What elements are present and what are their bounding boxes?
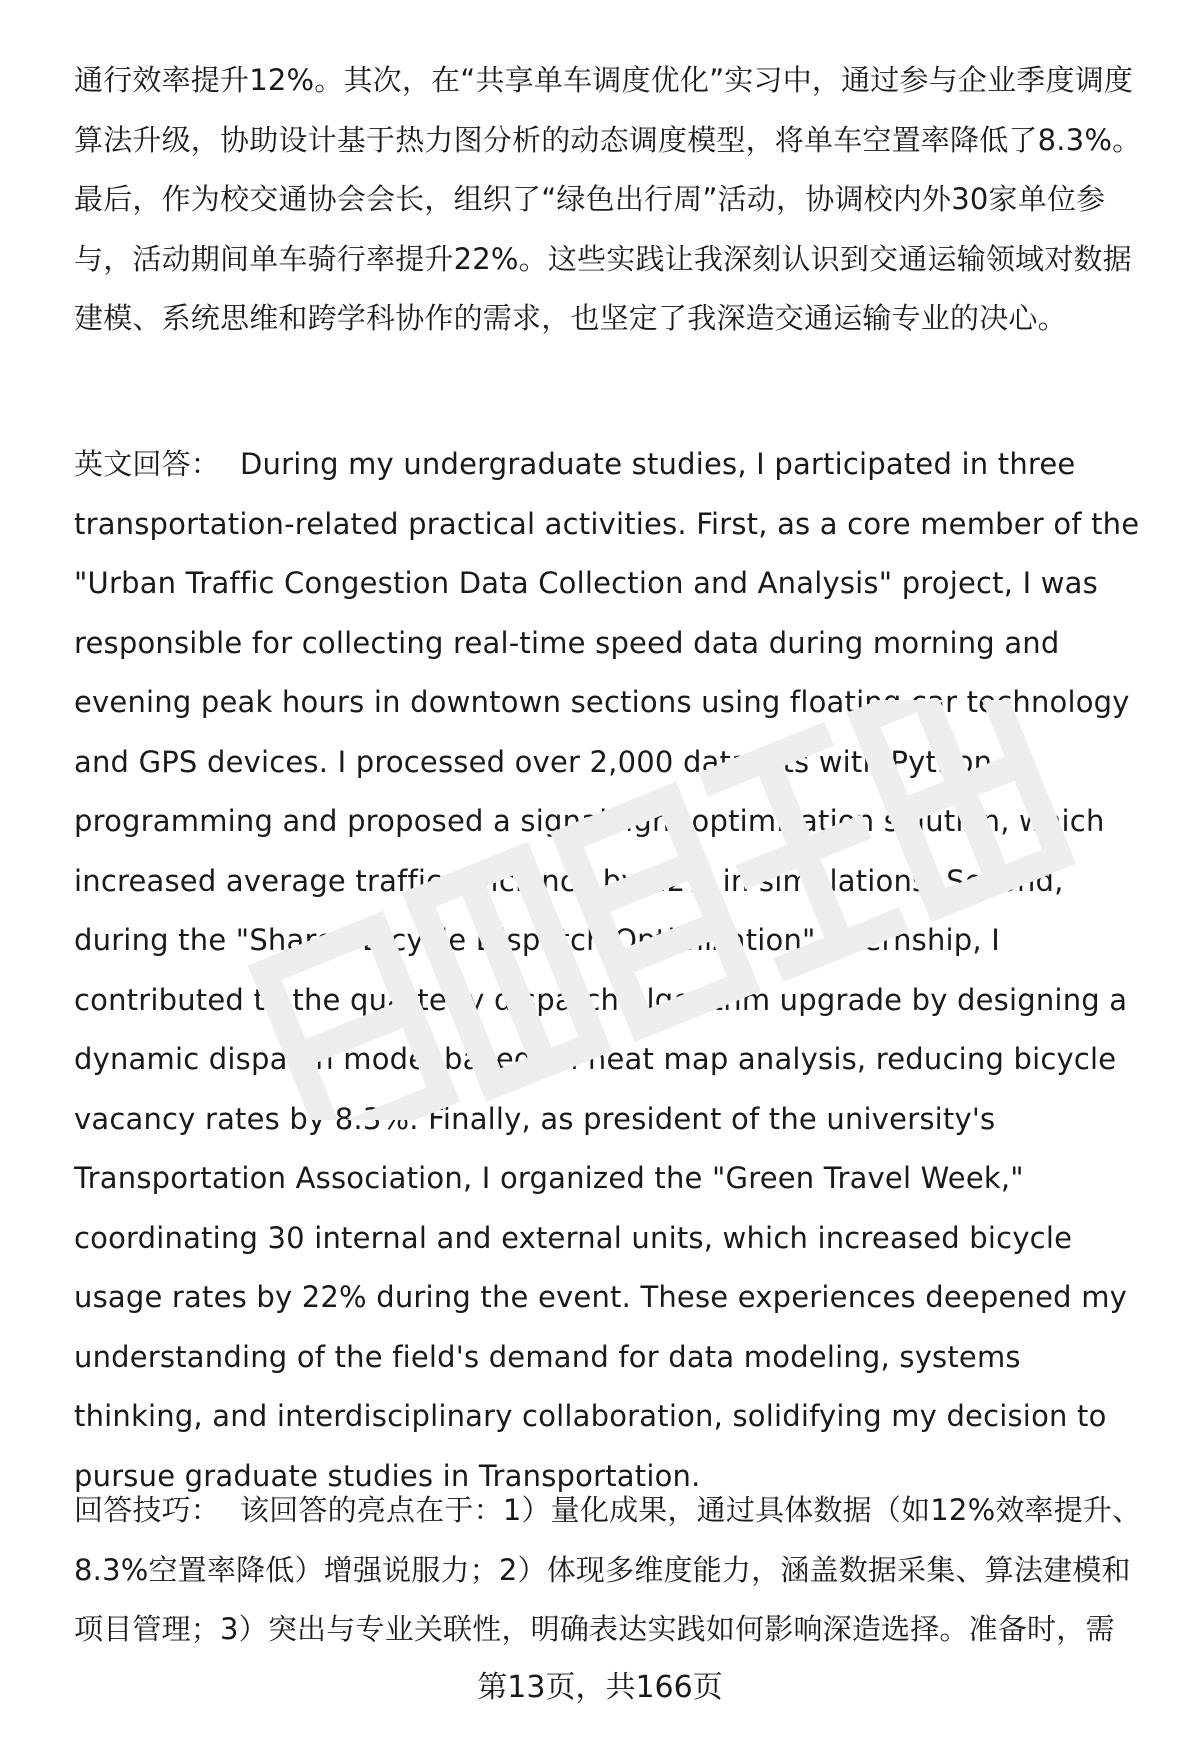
english-answer-paragraph <box>74 435 1154 1506</box>
page-number-footer: 第13页，共166页 <box>477 1670 723 1705</box>
cn-continuation-text: 通行效率提升12%。其次，在“共享单车调度优化”实习中，通过参与企业季度调度算法升级，协助设计基于热力图分析的动态调度模型，将单车空置率降低了8.3%。最后，作为校交通协会会长，组织了“绿色出行周”活动，协调校内外30家单位参与，活动期间单车骑行率提升22%。这些实践让我深刻认识到交通运输领域对数据建模、系统思维和跨学科协作的需求，也坚定了我深造交通运输专业的决心。 <box>74 63 1142 335</box>
english-answer-label: 英文回答： <box>74 447 221 481</box>
answer-tips-label: 回答技巧： <box>74 1493 221 1527</box>
english-answer-text: During my undergraduate studies, I participated in three transportation-related practical activities. First, as a core member of the "Urban Traffic Congestion Data Collection and Analysis" project, I was responsible for collecting real-time speed data during morning and evening peak hours in downtown sections using floating car technology and GPS devices. I processed over 2,000 datasets with Python programming and proposed a signal light optimization solution, which increased average traffic efficiency by 12% in simulations. Second, during the "Shared Bicycle Dispatch Optimization" internship, I contributed to the quarterly dispatch algorithm upgrade by designing a dynamic dispatch model based on heat map analysis, reducing bicycle vacancy rates by 8.3%. Finally, as president of the university's Transportation Association, I organized the "Green Travel Week," coordinating 30 internal and external units, which increased bicycle usage rates by 22% during the event. These experiences deepened my understanding of the field's demand for data modeling, systems thinking, and interdisciplinary collaboration, solidifying my decision to pursue graduate studies in Transportation. <box>74 447 1140 1493</box>
answer-tips-paragraph <box>74 1481 1154 1660</box>
answer-tips-text: 该回答的亮点在于：1）量化成果，通过具体数据（如12%效率提升、8.3%空置率降低）增强说服力；2）体现多维度能力，涵盖数据采集、算法建模和项目管理；3）突出与专业关联性，明确表达实践如何影响深造选择。准备时，需 <box>74 1493 1142 1646</box>
cn-continuation-paragraph <box>74 51 1154 349</box>
